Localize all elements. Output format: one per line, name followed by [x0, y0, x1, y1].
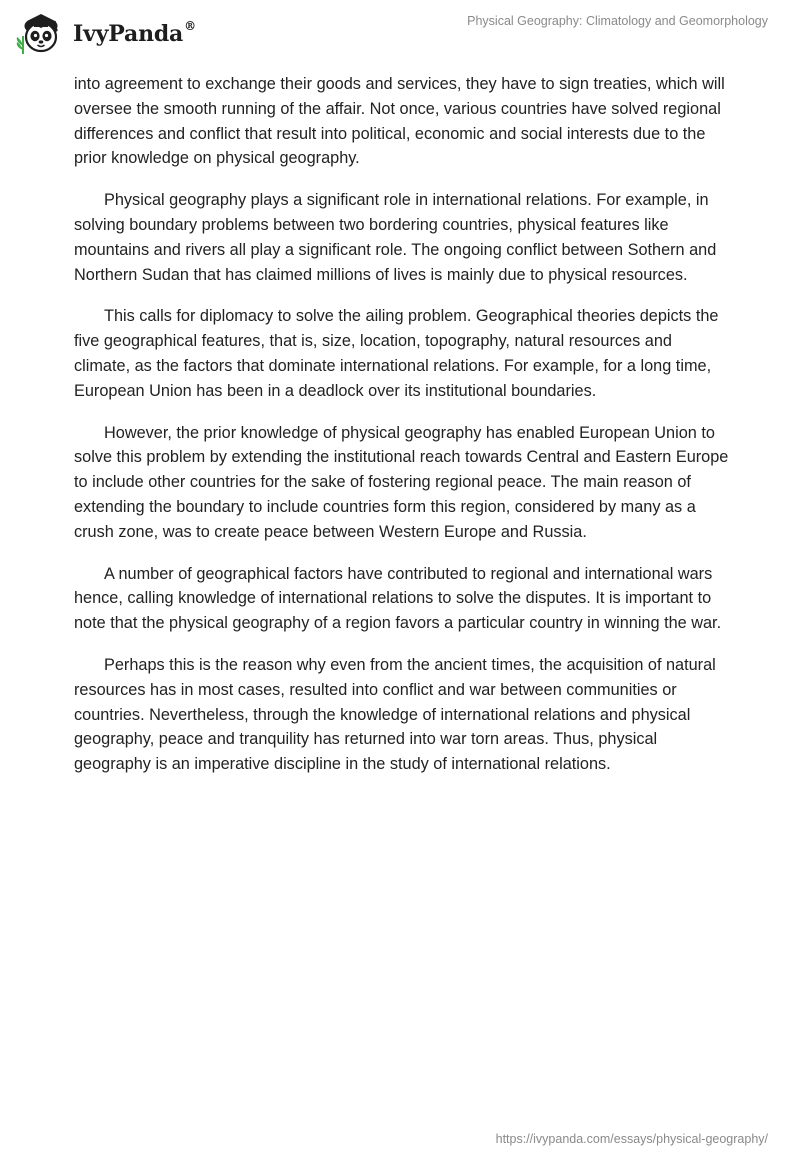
panda-graduate-icon: [14, 8, 66, 58]
paragraph: Perhaps this is the reason why even from the ancient times, the acquisition of natural resources has in most cases, resulted into conflict and war between communities or countries. Nevertheless, through the knowledge of international relations and physical geography, peace and tranquility has returned into war torn areas. Thus, physical geography is an imperative discipline in the study of international relations.: [74, 655, 716, 774]
source-url[interactable]: https://ivypanda.com/essays/physical-geography/: [495, 1132, 768, 1146]
ivypanda-logo[interactable]: [14, 8, 196, 58]
document-title: Physical Geography: Climatology and Geomorphology: [467, 14, 768, 28]
brand-name: IvyPanda®: [73, 18, 196, 47]
paragraph: A number of geographical factors have contributed to regional and international wars hence, calling knowledge of international relations to solve the disputes. It is important to note that the physical geography of a region favors a particular country in winning the war.: [74, 564, 722, 633]
essay-body: [74, 72, 730, 794]
paragraph: This calls for diplomacy to solve the ailing problem. Geographical theories depicts the five geographical features, that is, size, location, topography, natural resources and climate, as the factors that dominate international relations. For example, for a long time, European Union has been in a deadlock over its institutional boundaries.: [74, 307, 719, 400]
paragraph: into agreement to exchange their goods and services, they have to sign treaties, which will oversee the smooth running of the affair. Not once, various countries have solved regional differences and conflict that result into political, economic and social interests due to the prior knowledge on physical geography.: [74, 75, 725, 168]
paragraph: However, the prior knowledge of physical geography has enabled European Union to solve this problem by extending the institutional reach towards Central and Eastern Europe to include other countries for the sake of fostering regional peace. The main reason of extending the boundary to include countries form this region, considered by many as a crush zone, was to create peace between Western Europe and Russia.: [74, 423, 729, 541]
paragraph: Physical geography plays a significant role in international relations. For example, in solving boundary problems between two bordering countries, physical features like mountains and rivers all play a significant role. The ongoing conflict between Sothern and Northern Sudan that has claimed millions of lives is mainly due to physical resources.: [74, 191, 717, 284]
